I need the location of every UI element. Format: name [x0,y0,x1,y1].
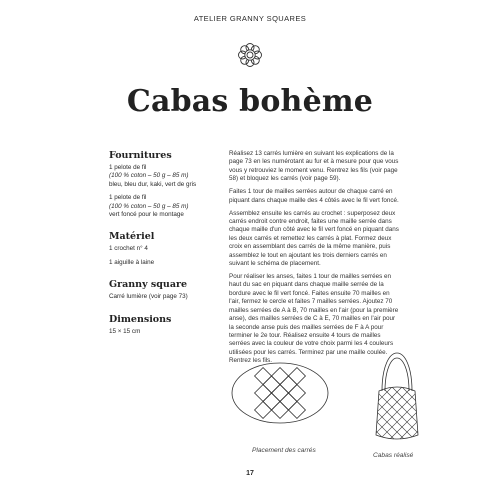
dimensions-heading: Dimensions [109,313,172,325]
fournitures-heading: Fournitures [109,150,172,161]
instruction-paragraph: Assemblez ensuite les carrés au crochet : superposez deux carrés endroit contre endroit, faites une maille serrée dans chaque maille d'un côté avec le fil vert foncé en piquant dans les deux carrés et remettez les carrés à plat. Formez deux croix en assemblant des carrés de la même manière, puis assemblez le tout en ajoutant les trois derniers carrés en suivant le schéma de placement. [229,209,399,268]
placement-caption: Placement des carrés [252,447,316,454]
finished-bag-caption: Cabas réalisé [373,452,414,459]
materiel-section [109,231,219,267]
granny-line: Carré lumière (voir page 73) [109,293,188,301]
instruction-paragraph: Faites 1 tour de mailles serrées autour de chaque carré en piquant dans chaque maille des 4 côtés avec le fil vert foncé. [229,188,399,204]
instruction-paragraph: Pour réaliser les anses, faites 1 tour de mailles serrées en haut du sac en piquant dans chaque maille serrée de la bordure avec le fil vert foncé. Faites ensuite 70 mailles en l'air, fermez le cercle et faites 7 mailles serrées. Ajoutez 70 mailles serrées de A à B, 70 mailles en l'air (pour la première anse), des mailles serrées de C à E, 70 mailles en l'air pour la seconde anse puis des mailles serrées de F à A pour terminer le 2e tour. Réalisez ensuite 4 tours de mailles serrées avec la couleur de votre choix parmi les 4 couleurs utilisées pour les carrés. Terminez par une maille coulée. Rentrez les fils. [229,273,399,365]
bag-handle [382,353,412,391]
supply-line: (100 % coton – 50 g – 85 m) [109,172,189,180]
page-number: 17 [246,470,254,477]
crochet-flower-icon [237,42,263,68]
bag-handle [385,358,409,391]
bag-outline [232,363,328,423]
supply-line: bleu, bleu dur, kaki, vert de gris [109,180,197,188]
materiel-line: 1 crochet n° 4 [109,245,148,253]
supply-line: (100 % coton – 50 g – 85 m) [109,202,189,210]
dimensions-line: 15 × 15 cm [109,327,141,335]
instructions-column [229,150,399,370]
page-header: ATELIER GRANNY SQUARES [193,14,307,23]
supply-line: vert foncé pour le montage [109,211,184,219]
placement-diagram [228,357,338,437]
finished-bag-diagram [372,347,422,447]
supply-line: 1 pelote de fil [109,164,147,171]
bag-body [376,387,418,439]
instruction-paragraph: Réalisez 13 carrés lumière en suivant les explications de la page 73 en les numérotant au fur et à mesure pour que vous vous y retrouviez le moment venu. Rentrez les fils (voir page 58) et bloquez les carrés (voir page 59). [229,150,399,183]
granny-section [109,279,219,301]
materiel-line: 1 aiguille à laine [109,258,155,266]
granny-heading: Granny square [109,279,188,291]
page-title: Cabas bohème [126,84,374,119]
supply-line: 1 pelote de fil [109,194,147,202]
dimensions-section [109,314,219,336]
supplies-column [109,150,219,342]
fournitures-section [109,150,219,219]
materiel-heading: Matériel [109,231,155,243]
